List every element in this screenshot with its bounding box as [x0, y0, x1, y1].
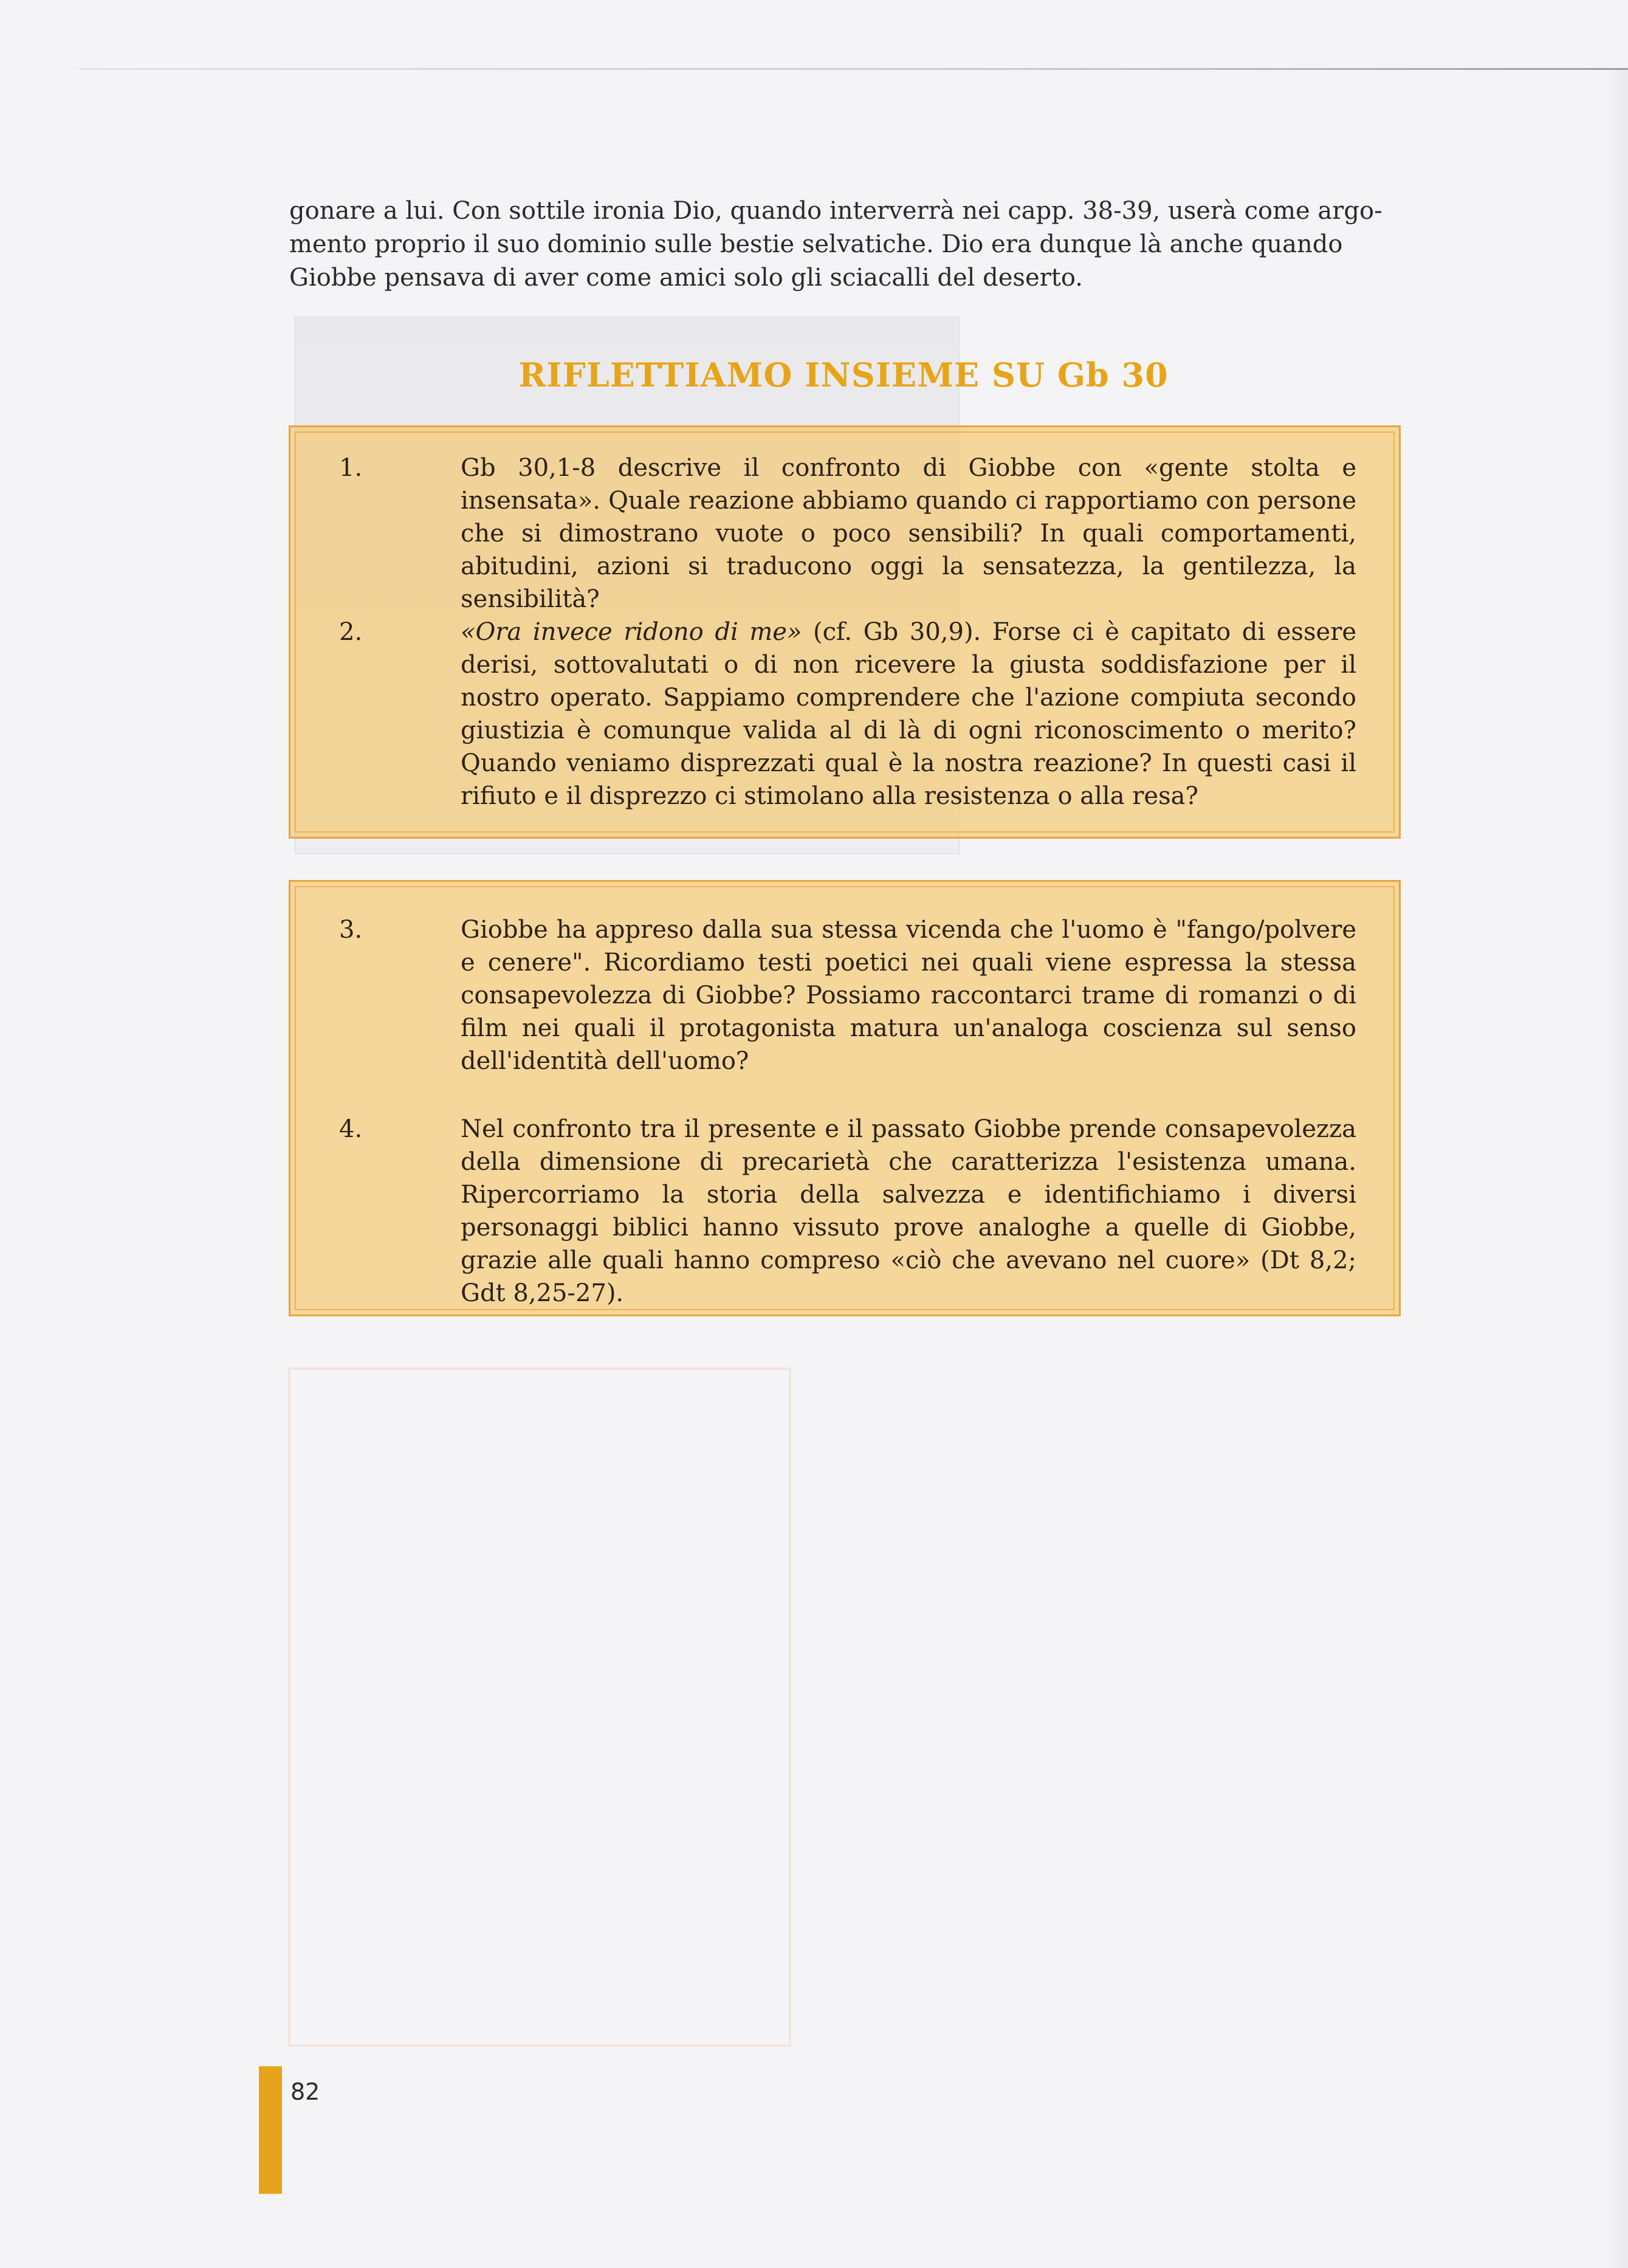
intro-paragraph: [289, 194, 1398, 295]
reverse-poem-frame: [288, 1367, 791, 2047]
page-number: 82: [290, 2078, 320, 2105]
question-text: Nel confronto tra il presente e il passato Giobbe prende consapevolezza della dimensione di precarietà che caratterizza l'esistenza umana. Ripercorriamo la storia della salvezza e identifichiamo i diversi personaggi biblici hanno vissuto prove analoghe a quelle di Giobbe, grazie alle quali hanno compreso «ciò che avevano nel cuore» (Dt 8,2; Gdt 8,25-27).: [461, 1115, 1356, 1307]
question-text: [461, 616, 1356, 813]
question-item-4: [339, 1113, 1356, 1310]
question-text: Giobbe ha appreso dalla sua stessa vicenda che l'uomo è "fango/polvere e cenere". Ricordiamo testi poetici nei quali viene espressa la stessa consapevolezza di Giobbe? Possiamo raccontarci trame di romanzi o di film nei quali il protagonista matura un'analoga coscienza sul senso dell'identità dell'uomo?: [461, 916, 1356, 1075]
section-title: RIFLETTIAMO INSIEME SU Gb 30: [518, 356, 1169, 394]
question-number: 3.: [339, 916, 363, 944]
question-text: Gb 30,1-8 descrive il confronto di Giobbe con «gente stolta e insensata». Quale reazione abbiamo quando ci rapportiamo con persone che si dimostrano vuote o poco sensibili? In quali comportamenti, abitudini, azioni si traducono oggi la sensatezza, la gentilezza, la sensibilità?: [461, 454, 1356, 613]
questions-box-2: [289, 880, 1401, 1316]
question-body: (cf. Gb 30,9). Forse ci è capitato di essere derisi, sottovalutati o di non ricevere la giusta soddisfazione per il nostro operato. Sappiamo comprendere che l'azione compiuta secondo giustizia è comunque valida al di là di ogni riconoscimento o merito? Quando veniamo disprezzati qual è la nostra reazione? In questi casi il rifiuto e il disprezzo ci stimolano alla resistenza o alla resa?: [461, 618, 1356, 810]
question-number: 1.: [339, 454, 363, 482]
page-right-shadow: [1604, 70, 1628, 2268]
question-item-1: [339, 452, 1356, 616]
question-number: 2.: [339, 618, 363, 646]
intro-line-2: mento proprio il suo dominio sulle bestie selvatiche. Dio era dunque là anche quando: [289, 230, 1343, 258]
questions-box-1: [289, 425, 1401, 839]
question-item-2: [339, 616, 1356, 813]
question-number: 4.: [339, 1115, 363, 1143]
page-top-edge: [79, 68, 1628, 70]
intro-line-1: gonare a lui. Con sottile ironia Dio, quando interverrà nei capp. 38-39, userà come argo-: [289, 197, 1382, 225]
intro-line-3: Giobbe pensava di aver come amici solo gli sciacalli del deserto.: [289, 264, 1083, 292]
page-number-bar: [259, 2066, 282, 2194]
question-quote: «Ora invece ridono di me»: [461, 618, 802, 646]
question-item-3: [339, 913, 1356, 1077]
